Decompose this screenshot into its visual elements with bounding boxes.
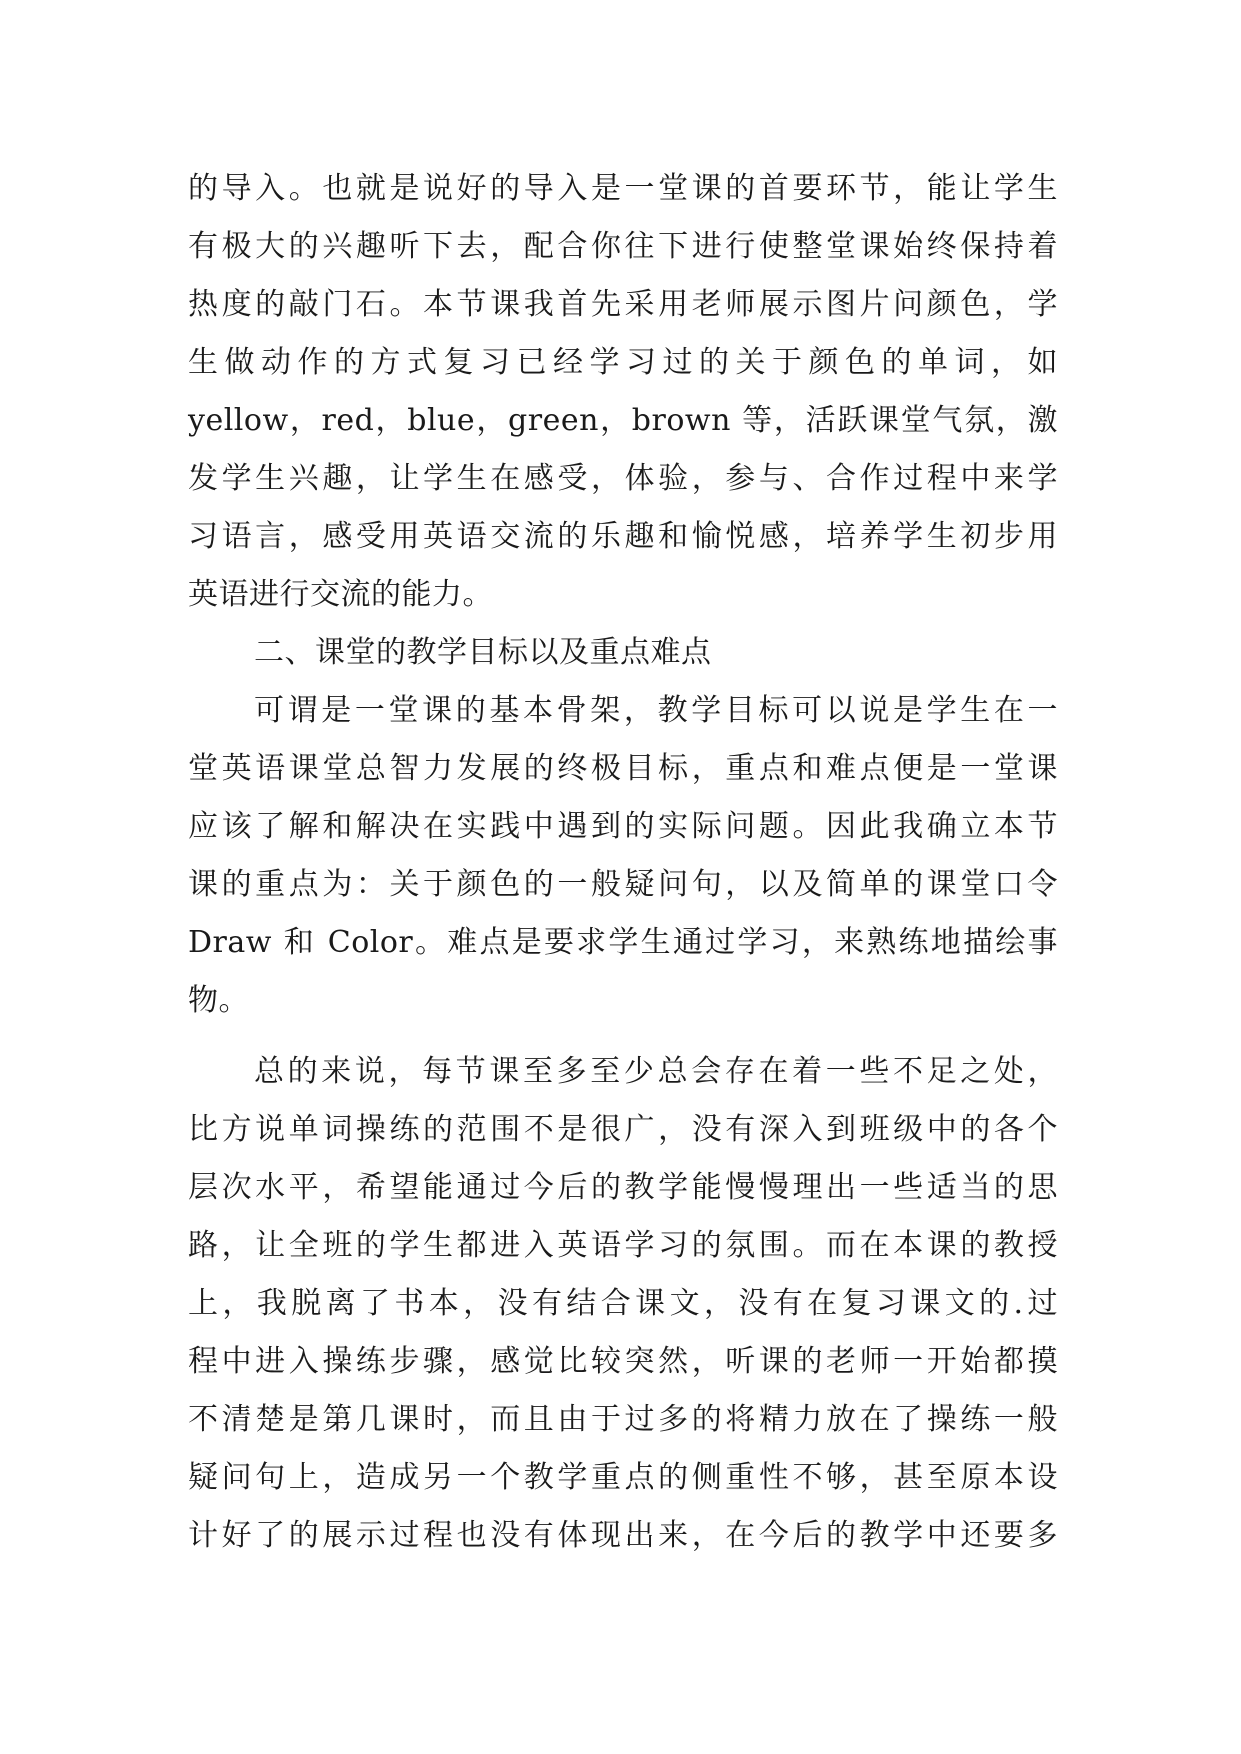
text-line: 不清楚是第几课时，而且由于过多的将精力放在了操练一般 <box>188 1402 1058 1437</box>
text-line: 上，我脱离了书本，没有结合课文，没有在复习课文的.过 <box>188 1286 1058 1321</box>
text-line: 可谓是一堂课的基本骨架，教学目标可以说是学生在一 <box>254 693 1058 728</box>
text-line: 程中进入操练步骤，感觉比较突然，听课的老师一开始都摸 <box>188 1344 1058 1379</box>
text-line: 发学生兴趣，让学生在感受，体验，参与、合作过程中来学 <box>188 461 1058 496</box>
text-line: 总的来说，每节课至多至少总会存在着一些不足之处， <box>254 1054 1058 1089</box>
document-body <box>188 160 1058 1565</box>
text-line: 计好了的展示过程也没有体现出来，在今后的教学中还要多 <box>188 1518 1058 1553</box>
text-line: 习语言，感受用英语交流的乐趣和愉悦感，培养学生初步用 <box>188 519 1058 554</box>
text-line: 疑问句上，造成另一个教学重点的侧重性不够，甚至原本设 <box>188 1460 1058 1495</box>
paragraph-summary <box>188 1043 1058 1565</box>
paragraph-goals <box>188 682 1058 1030</box>
text-line: yellow，red，blue，green，brown 等，活跃课堂气氛，激 <box>188 403 1058 438</box>
text-line: 应该了解和解决在实践中遇到的实际问题。因此我确立本节 <box>188 809 1058 844</box>
text-line: 有极大的兴趣听下去，配合你往下进行使整堂课始终保持着 <box>188 229 1058 264</box>
section-heading: 二、课堂的教学目标以及重点难点 <box>254 635 712 670</box>
text-line: 生做动作的方式复习已经学习过的关于颜色的单词，如 <box>188 345 1058 380</box>
paragraph-gap <box>188 1030 1058 1043</box>
text-line: 的导入。也就是说好的导入是一堂课的首要环节，能让学生 <box>188 171 1058 206</box>
text-line: 路，让全班的学生都进入英语学习的氛围。而在本课的教授 <box>188 1228 1058 1263</box>
text-line: 层次水平，希望能通过今后的教学能慢慢理出一些适当的思 <box>188 1170 1058 1205</box>
text-line: 课的重点为：关于颜色的一般疑问句，以及简单的课堂口令 <box>188 867 1058 902</box>
text-line: Draw 和 Color。难点是要求学生通过学习，来熟练地描绘事 <box>188 925 1058 960</box>
text-line: 堂英语课堂总智力发展的终极目标，重点和难点便是一堂课 <box>188 751 1058 786</box>
text-line: 物。 <box>188 983 249 1018</box>
text-line: 热度的敲门石。本节课我首先采用老师展示图片问颜色，学 <box>188 287 1058 322</box>
paragraph-intro <box>188 160 1058 624</box>
text-line: 英语进行交流的能力。 <box>188 577 493 612</box>
text-line: 比方说单词操练的范围不是很广，没有深入到班级中的各个 <box>188 1112 1058 1147</box>
